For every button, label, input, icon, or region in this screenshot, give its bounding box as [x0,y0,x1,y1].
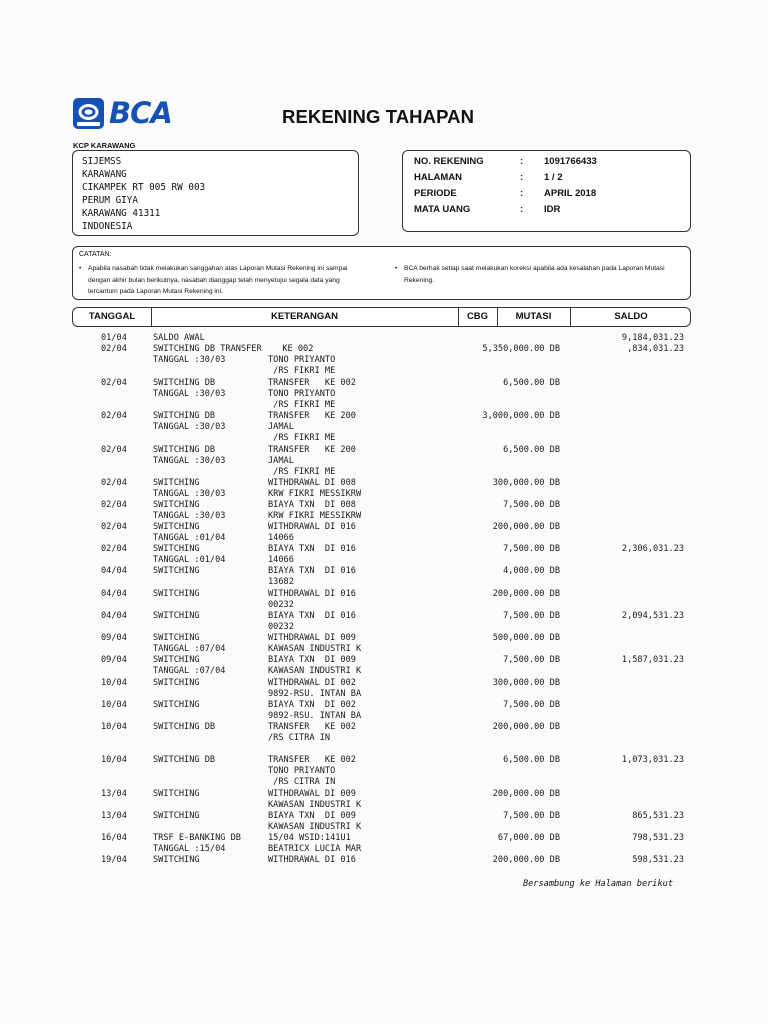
row-date: 02/04 [101,445,127,455]
row-amount: 6,500.00 DB [503,755,560,765]
row-amount: 7,500.00 DB [503,655,560,665]
row-detail: 14066 [268,533,294,543]
row-detail: BIAYA TXN DI 016 [268,544,356,554]
row-amount: 7,500.00 DB [503,700,560,710]
note-line: tercantum pada Laporan Mutasi Rekening ini. [88,288,223,295]
address-line: CIKAMPEK RT 005 RW 003 [82,182,206,194]
row-date: 02/04 [101,522,127,532]
row-description-date: TANGGAL :01/04 [153,555,226,565]
row-amount: 67,000.00 DB [497,833,560,843]
row-amount: 3,000,000.00 DB [482,411,560,421]
row-amount: 6,500.00 DB [503,445,560,455]
row-date: 04/04 [101,589,127,599]
note-line: BCA berhak setiap saat melakukan koreksi apabila ada kesalahan pada Laporan Mutasi [404,265,665,272]
row-amount: 300,000.00 DB [492,678,560,688]
row-description: SWITCHING DB [153,411,216,421]
branch-name: KCP KARAWANG [73,141,136,150]
row-detail: TONO PRIYANTO [268,355,336,365]
row-date: 02/04 [101,478,127,488]
row-date: 09/04 [101,633,127,643]
column-header-description: KETERANGAN [270,311,339,322]
row-detail: TRANSFER KE 002 [268,722,356,732]
row-detail: 13682 [268,577,294,587]
row-description: SWITCHING DB [153,445,216,455]
row-amount: 200,000.00 DB [492,722,560,732]
row-date: 04/04 [101,611,127,621]
row-detail: JAMAL [268,422,294,432]
colon: : [520,188,524,199]
row-balance: 2,094,531.23 [621,611,684,621]
row-detail: /RS FIKRI ME [268,433,336,443]
currency-value: IDR [544,204,561,215]
row-detail: 15/04 WSID:141U1 [268,833,351,843]
row-date: 02/04 [101,344,127,354]
row-description: SWITCHING [153,566,200,576]
row-description: SALDO AWAL [153,333,205,343]
row-amount: 7,500.00 DB [503,811,560,821]
row-date: 09/04 [101,655,127,665]
bullet-icon: • [395,265,398,272]
row-description: SWITCHING [153,789,200,799]
row-description: SWITCHING [153,522,200,532]
row-balance: ,834,031.23 [627,344,684,354]
row-date: 04/04 [101,566,127,576]
row-date: 13/04 [101,811,127,821]
row-description-date: TANGGAL :30/03 [153,511,226,521]
column-header-branch: CBG [466,311,489,322]
notes-title: CATATAN: [79,251,112,258]
period-value: APRIL 2018 [544,188,597,199]
address-line: KARAWANG 41311 [82,208,161,220]
bullet-icon: • [79,265,82,272]
row-detail: KAWASAN INDUSTRI K [268,800,362,810]
address-line: INDONESIA [82,221,133,233]
row-description: TRSF E-BANKING DB [153,833,241,843]
row-date: 10/04 [101,700,127,710]
page-label: HALAMAN [414,172,463,183]
row-detail: /RS FIKRI ME [268,467,336,477]
row-detail: 00232 [268,600,294,610]
row-amount: 4,000.00 DB [503,566,560,576]
row-description: SWITCHING [153,678,200,688]
row-description-date: TANGGAL :30/03 [153,355,226,365]
colon: : [520,172,524,183]
period-label: PERIODE [414,188,457,199]
row-detail: TONO PRIYANTO [268,389,336,399]
row-amount: 500,000.00 DB [492,633,560,643]
page-value: 1 / 2 [544,172,563,183]
row-detail: 9892-RSU. INTAN BA [268,689,362,699]
row-detail: WITHDRAWAL DI 009 [268,789,356,799]
row-date: 02/04 [101,544,127,554]
row-amount: 200,000.00 DB [492,589,560,599]
row-description-date: TANGGAL :30/03 [153,456,226,466]
currency-label: MATA UANG [414,204,471,215]
row-detail: /RS CITRA IN [268,777,336,787]
row-amount: 300,000.00 DB [492,478,560,488]
note-line: Apabila nasabah tidak melakukan sanggahan atas Laporan Mutasi Rekening ini sampai [88,265,348,272]
row-date: 10/04 [101,678,127,688]
row-detail: WITHDRAWAL DI 016 [268,522,356,532]
row-detail: BIAYA TXN DI 009 [268,655,356,665]
row-description-date: TANGGAL :15/04 [153,844,226,854]
row-description: SWITCHING DB TRANSFER KE 002 [153,344,314,354]
row-description-date: TANGGAL :01/04 [153,533,226,543]
row-description: SWITCHING [153,811,200,821]
page-title: REKENING TAHAPAN [282,106,475,127]
note-line: Rekening. [404,276,435,284]
row-date: 10/04 [101,722,127,732]
row-date: 02/04 [101,500,127,510]
row-date: 19/04 [101,855,127,865]
row-detail: TRANSFER KE 002 [268,755,356,765]
row-date: 16/04 [101,833,127,843]
row-description: SWITCHING DB [153,378,216,388]
row-detail: TRANSFER KE 200 [268,411,356,421]
row-detail: KRW FIKRI MESSIKRW [268,489,362,499]
row-balance: 598,531.23 [632,855,684,865]
row-description: SWITCHING [153,855,200,865]
continued-note: Bersambung ke Halaman berikut [522,879,673,889]
row-detail: KAWASAN INDUSTRI K [268,644,362,654]
bca-wordmark: BCA [109,95,172,130]
row-description: SWITCHING DB [153,755,216,765]
row-detail: JAMAL [268,456,294,466]
row-description: SWITCHING [153,655,200,665]
row-detail: /RS CITRA IN [268,733,331,743]
row-detail: WITHDRAWAL DI 009 [268,633,356,643]
row-description: SWITCHING [153,700,200,710]
row-detail: WITHDRAWAL DI 016 [268,589,356,599]
row-detail: BIAYA TXN DI 002 [268,700,356,710]
row-date: 02/04 [101,411,127,421]
row-detail: WITHDRAWAL DI 008 [268,478,356,488]
row-amount: 200,000.00 DB [492,789,560,799]
column-header-amount: MUTASI [515,311,552,322]
row-description: SWITCHING [153,544,200,554]
address-line: SIJEMSS [82,156,122,167]
row-date: 13/04 [101,789,127,799]
note-line: dengan akhir bulan berikutnya, nasabah dianggap telah menyetujui segala data yang [88,276,340,284]
row-detail: /RS FIKRI ME [268,366,336,376]
row-description: SWITCHING [153,611,200,621]
row-balance: 1,073,031.23 [621,755,684,765]
row-detail: TRANSFER KE 002 [268,378,356,388]
colon: : [520,156,524,167]
address-line: KARAWANG [82,169,127,181]
row-detail: BIAYA TXN DI 009 [268,811,356,821]
row-date: 02/04 [101,378,127,388]
row-amount: 200,000.00 DB [492,855,560,865]
row-detail: /RS FIKRI ME [268,400,336,410]
row-detail: BIAYA TXN DI 016 [268,566,356,576]
row-detail: KAWASAN INDUSTRI K [268,822,362,832]
row-description-date: TANGGAL :07/04 [153,666,226,676]
row-description: SWITCHING [153,589,200,599]
row-amount: 7,500.00 DB [503,500,560,510]
row-detail: BEATRICX LUCIA MAR [268,844,362,854]
row-amount: 200,000.00 DB [492,522,560,532]
row-description-date: TANGGAL :30/03 [153,389,226,399]
row-detail: 9892-RSU. INTAN BA [268,711,362,721]
row-detail: BIAYA TXN DI 016 [268,611,356,621]
row-date: 10/04 [101,755,127,765]
row-detail: TONO PRIYANTO [268,766,336,776]
row-detail: TRANSFER KE 200 [268,445,356,455]
row-detail: KAWASAN INDUSTRI K [268,666,362,676]
row-description: SWITCHING DB [153,722,216,732]
column-header-balance: SALDO [614,311,648,322]
row-balance: 9,184,031.23 [621,333,684,343]
row-description: SWITCHING [153,500,200,510]
row-detail: BIAYA TXN DI 008 [268,500,356,510]
row-detail: 14066 [268,555,294,565]
row-detail: KRW FIKRI MESSIKRW [268,511,362,521]
row-amount: 6,500.00 DB [503,378,560,388]
account-number-label: NO. REKENING [414,156,484,167]
row-amount: 5,350,000.00 DB [482,344,560,354]
row-balance: 798,531.23 [632,833,684,843]
row-detail: WITHDRAWAL DI 002 [268,678,356,688]
row-balance: 865,531.23 [632,811,684,821]
row-balance: 2,306,031.23 [621,544,684,554]
row-description-date: TANGGAL :07/04 [153,644,226,654]
column-header-date: TANGGAL [88,311,136,322]
row-balance: 1,587,031.23 [621,655,684,665]
account-number-value: 1091766433 [544,156,597,167]
row-description: SWITCHING [153,478,200,488]
row-description-date: TANGGAL :30/03 [153,489,226,499]
row-amount: 7,500.00 DB [503,544,560,554]
row-amount: 7,500.00 DB [503,611,560,621]
row-date: 01/04 [101,333,127,343]
address-line: PERUM GIYA [82,195,138,207]
colon: : [520,204,524,215]
row-description-date: TANGGAL :30/03 [153,422,226,432]
row-detail: 00232 [268,622,294,632]
row-detail: WITHDRAWAL DI 016 [268,855,356,865]
row-description: SWITCHING [153,633,200,643]
